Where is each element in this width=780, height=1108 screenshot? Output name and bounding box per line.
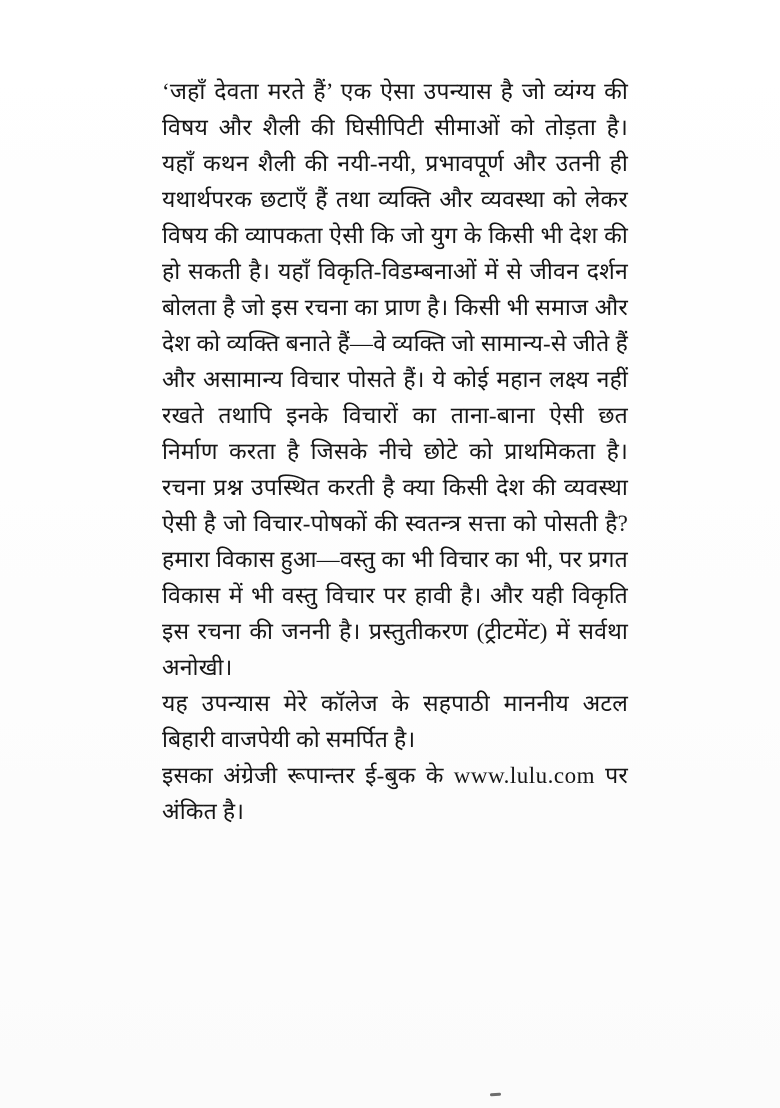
ebook-note-text-before: इसका अंग्रेजी रूपान्तर ई-बुक के [162,763,454,788]
lulu-url-text: www.lulu.com [453,763,595,788]
paragraph-ebook-note [162,758,628,830]
ebook-note-text-after: पर अंकित है। [162,763,628,824]
paragraph-dedication: यह उपन्यास मेरे कॉलेज के सहपाठी माननीय अटल बिहारी वाजपेयी को समर्पित है। [162,691,628,752]
scan-artifact [490,1093,501,1097]
paragraph-blurb: ‘जहाँ देवता मरते हैं’ एक ऐसा उपन्यास है जो व्यंग्य की विषय और शैली की घिसीपिटी सीमाओं को तोड़ता है। यहाँ कथन शैली की नयी-नयी, प्रभावपूर्ण और उतनी ही यथार्थपरक छटाएँ हैं तथा व्यक्ति और व्यवस्था को लेकर विषय की व्यापकता ऐसी कि जो युग के किसी भी देश की हो सकती है। यहाँ विकृति-विडम्बनाओं में से जीवन दर्शन बोलता है जो इस रचना का प्राण है। किसी भी समाज और देश को व्यक्ति बनाते हैं—वे व्यक्ति जो सामान्य-से जीते हैं और असामान्य विचार पोसते हैं। ये कोई महान लक्ष्य नहीं रखते तथापि इनके विचारों का ताना-बाना ऐसी छत निर्माण करता है जिसके नीचे छोटे को प्राथमिकता है। रचना प्रश्न उपस्थित करती है क्या किसी देश की व्यवस्था ऐसी है जो विचार-पोषकों की स्वतन्त्र सत्ता को पोसती है? हमारा विकास हुआ—वस्तु का भी विचार का भी, पर प्रगत विकास में भी वस्तु विचार पर हावी है। और यही विकृति इस रचना की जननी है। प्रस्तुतीकरण (ट्रीटमेंट) में सर्वथा अनोखी। [162,79,628,680]
text-block [162,74,628,830]
